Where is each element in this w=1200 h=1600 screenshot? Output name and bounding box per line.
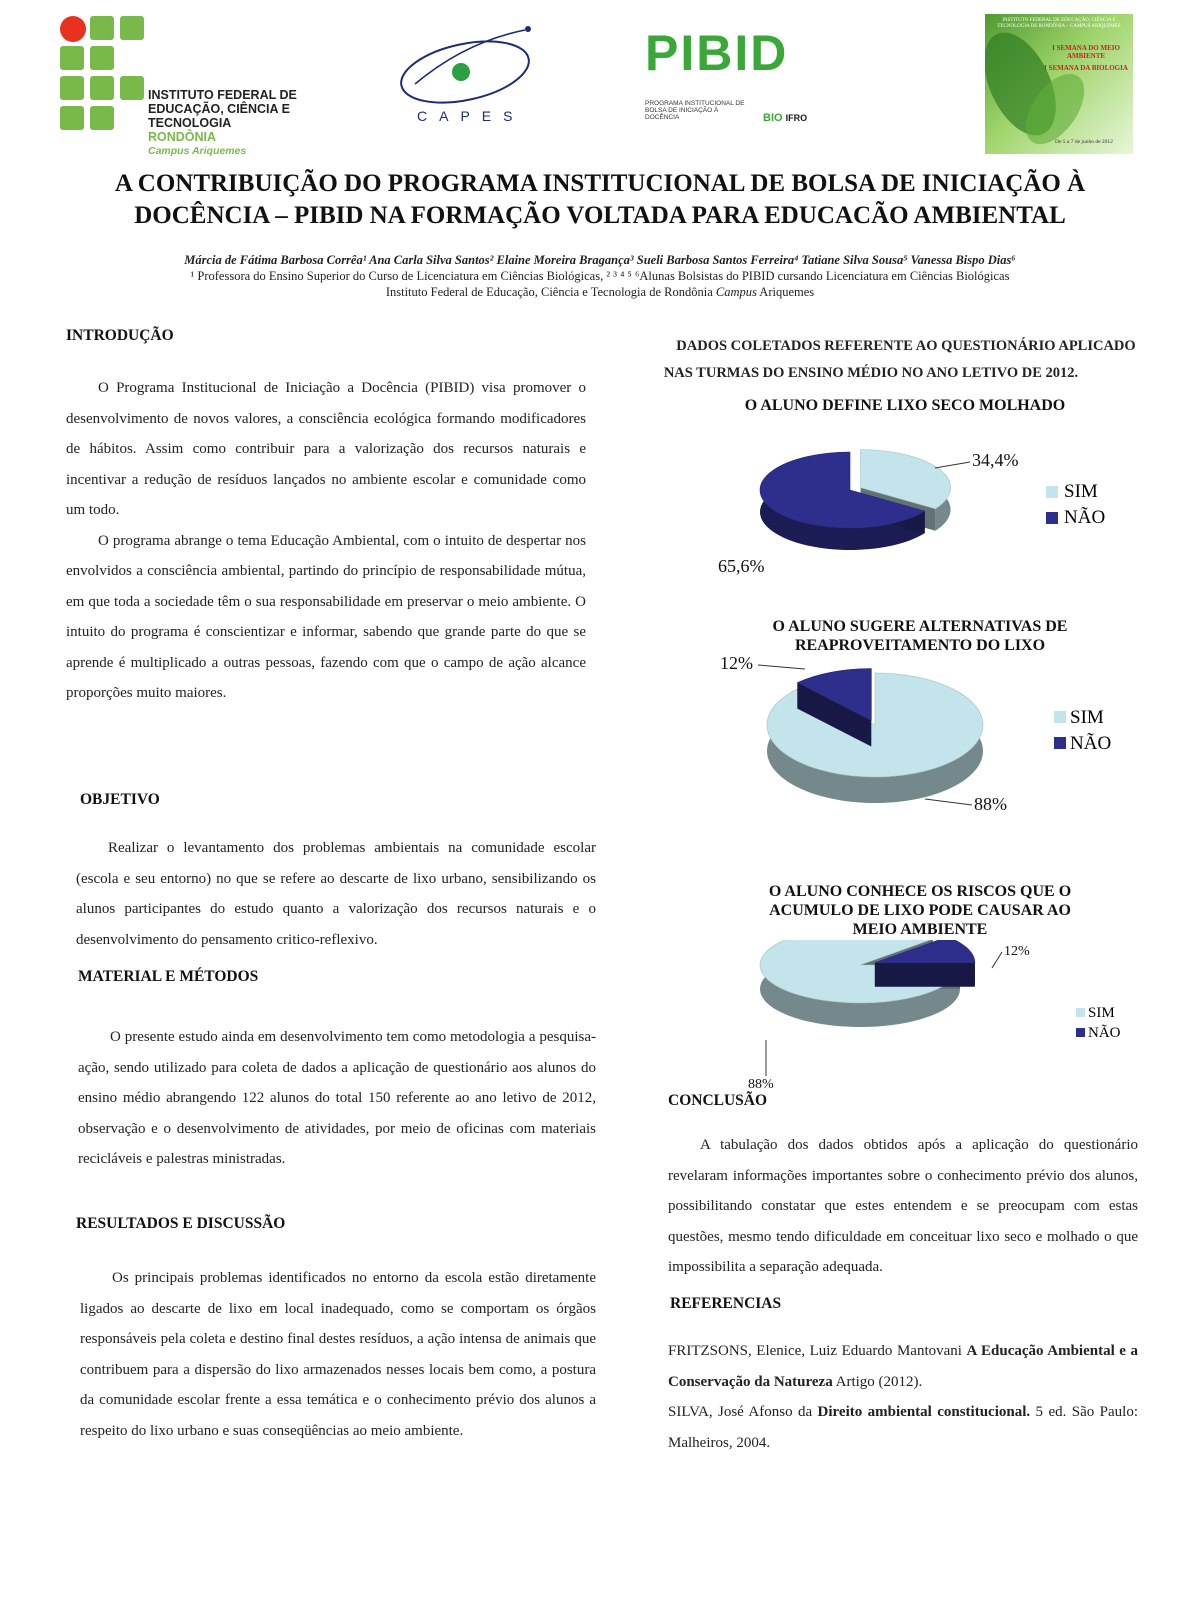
chart-3: [700, 940, 1160, 1100]
intro-paragraph-1: O Programa Institucional de Iniciação a Docência (PIBID) visa promover o desenvolvimento de novos valores, a consciência ecológica formando modificadores de hábitos. Assim como contribuir para a valorização dos recursos naturais e incentivar a redução de resíduos lançados no ambiente escolar e comunidade como um todo.: [66, 380, 586, 518]
reference-1: FRITZSONS, Elenice, Luiz Eduardo Mantovani A Educação Ambiental e a Conservação da Natureza Artigo (2012).: [668, 1343, 1139, 1390]
intro-section: [66, 373, 586, 709]
pibid-wordmark: PIBID: [645, 25, 789, 81]
chart-3-legend-sim: SIM: [1088, 1005, 1115, 1021]
pibid-logo: [645, 24, 835, 134]
chart-1-label-nao: 65,6%: [718, 556, 765, 576]
chart-2-legend-sim: SIM: [1070, 707, 1104, 728]
chart-3-legend-swatch-sim: [1076, 1008, 1085, 1017]
conclusion-heading: CONCLUSÃO: [668, 1092, 768, 1109]
chart-1-legend-nao: NÃO: [1064, 507, 1106, 528]
methods-heading: MATERIAL E MÉTODOS: [78, 968, 259, 985]
intro-heading: INTRODUÇÃO: [66, 327, 174, 344]
if-logo-grid: [60, 16, 145, 131]
chart-1-legend-swatch-sim: [1046, 486, 1058, 498]
chart-3-legend-swatch-nao: [1076, 1028, 1085, 1037]
objective-heading: OBJETIVO: [80, 791, 160, 808]
pibid-bio: BIO IFRO: [763, 112, 808, 124]
capes-label: CAPES: [417, 108, 525, 124]
results-section: [80, 1263, 596, 1446]
chart-2-label-sim: 88%: [974, 794, 1007, 814]
semana-event-lines: I SEMANA DO MEIO AMBIENTE I SEMANA DA BIOLOGIA: [1044, 44, 1128, 72]
authors-block: [60, 252, 1140, 300]
chart-2: [700, 655, 1160, 830]
references-heading: REFERENCIAS: [670, 1295, 782, 1312]
chart-3-label-nao: 12%: [1004, 944, 1030, 959]
chart-2-legend-nao: NÃO: [1070, 733, 1112, 754]
poster-title: A CONTRIBUIÇÃO DO PROGRAMA INSTITUCIONAL DE BOLSA DE INICIAÇÃO À DOCÊNCIA – PIBID NA FORMAÇÃO VOLTADA PARA EDUCACÃO AMBIENTAL: [114, 170, 1086, 229]
reference-2: SILVA, José Afonso da Direito ambiental constitucional. 5 ed. São Paulo: Malheiros, 2004.: [668, 1404, 1139, 1451]
conclusion-section: [668, 1130, 1138, 1283]
if-rondonia-logo: [60, 16, 360, 157]
if-logo-text: INSTITUTO FEDERAL DE EDUCAÇÃO, CIÊNCIA E TECNOLOGIA RONDÔNIA Campus Ariquemes: [148, 88, 297, 157]
data-section-heading: DADOS COLETADOS REFERENTE AO QUESTIONÁRIO APLICADO NAS TURMAS DO ENSINO MÉDIO NO ANO LETIVO DE 2012.: [663, 338, 1136, 381]
capes-logo: [395, 22, 555, 132]
affiliation-line: ¹ Professora do Ensino Superior do Curso de Licenciatura em Ciências Biológicas, ² ³ ⁴ ⁵ ⁶Alunas Bolsistas do PIBID cursando Licenciatura em Ciências Biológicas: [190, 269, 1010, 283]
objective-section: [76, 833, 596, 955]
chart-2-title: O ALUNO SUGERE ALTERNATIVAS DE REAPROVEITAMENTO DO LIXO: [772, 618, 1068, 654]
chart-1-legend-sim: SIM: [1064, 481, 1098, 502]
chart-3-legend-nao: NÃO: [1088, 1025, 1121, 1041]
chart-2-legend-swatch-nao: [1054, 737, 1066, 749]
chart-2-legend-swatch-sim: [1054, 711, 1066, 723]
conclusion-paragraph: A tabulação dos dados obtidos após a aplicação do questionário revelaram informações importantes sobre o conhecimento prévio dos alunos, possibilitando constatar que estes entendem e se preocupam com estas questões, mesmo tendo dificuldade em conceituar lixo seco e molhado o que impossibilita a separação adequada.: [668, 1137, 1138, 1275]
references-section: [668, 1336, 1138, 1458]
results-heading: RESULTADOS E DISCUSSÃO: [76, 1215, 286, 1232]
chart-1-title: O ALUNO DEFINE LIXO SECO MOLHADO: [744, 397, 1066, 414]
chart-1: [700, 440, 1160, 600]
results-paragraph: Os principais problemas identificados no entorno da escola estão diretamente ligados ao descarte de lixo em local inadequado, como se comportam os órgãos responsáveis pela coleta e destino final destes resíduos, a ação intensa de animais que contribuem para a dispersão do lixo armazenados nesses locais bem como, a postura da comunidade escolar frente a essa temática e o conhecimento prévio dos alunos a respeito do lixo urbano e suas conseqüências ao meio ambiente.: [80, 1270, 596, 1439]
institution-line: Instituto Federal de Educação, Ciência e Tecnologia de Rondônia Campus Ariquemes: [385, 285, 815, 299]
chart-3-label-sim: 88%: [748, 1077, 774, 1092]
chart-1-label-sim: 34,4%: [972, 450, 1019, 470]
chart-2-label-nao: 12%: [720, 655, 753, 673]
intro-paragraph-2: O programa abrange o tema Educação Ambiental, com o intuito de despertar nos envolvidos a consciência ambiental, partindo do princípio de responsabilidade mútua, em que toda a sociedade têm o sua responsabilidade em preservar o meio ambiente. O intuito do programa é conscientizar e informar, sabendo que grande parte do que se aprende é multiplicado a outras pessoas, fazendo com que o campo de ação alcance proporções muito maiores.: [66, 532, 586, 701]
methods-paragraph: O presente estudo ainda em desenvolvimento tem como metodologia a pesquisa-ação, sendo utilizado para coleta de dados a aplicação de questionário aos alunos do ensino médio abrangendo 122 alunos do total 150 referente ao ano letivo de 2012, observação e o desenvolvimento de atividades, por meio de oficinas com materiais recicláveis e palestras ministradas.: [78, 1029, 596, 1167]
chart-1-legend-swatch-nao: [1046, 512, 1058, 524]
semana-meio-ambiente-banner: INSTITUTO FEDERAL DE EDUCAÇÃO, CIÊNCIA E TECNOLOGIA DE RONDÔNIA – CAMPUS ARIQUEMES I SEMANA DO MEIO AMBIENTE I SEMANA DA BIOLOGIA De 5 a 7 de junho de 2012: [985, 14, 1133, 154]
chart-3-slice-wall-não: [875, 963, 975, 987]
chart-3-title: O ALUNO CONHECE OS RISCOS QUE O ACUMULO DE LIXO PODE CAUSAR AO MEIO AMBIENTE: [768, 883, 1072, 938]
methods-section: [78, 1022, 596, 1175]
author-names: Márcia de Fátima Barbosa Corrêa¹ Ana Carla Silva Santos² Elaine Moreira Bragança³ Sueli Barbosa Santos Ferreira⁴ Tatiane Silva Sousa⁵ Vanessa Bispo Dias⁶: [184, 253, 1016, 267]
pibid-subtitle: PROGRAMA INSTITUCIONAL DE BOLSA DE INICIAÇÃO À DOCÊNCIA: [645, 100, 745, 121]
objective-paragraph: Realizar o levantamento dos problemas ambientais na comunidade escolar (escola e seu entorno) no que se refere ao descarte de lixo urbano, sensibilizando os alunos participantes do estudo quanto a valorização dos recursos naturais e o desenvolvimento do pensamento critico-reflexivo.: [76, 840, 596, 948]
